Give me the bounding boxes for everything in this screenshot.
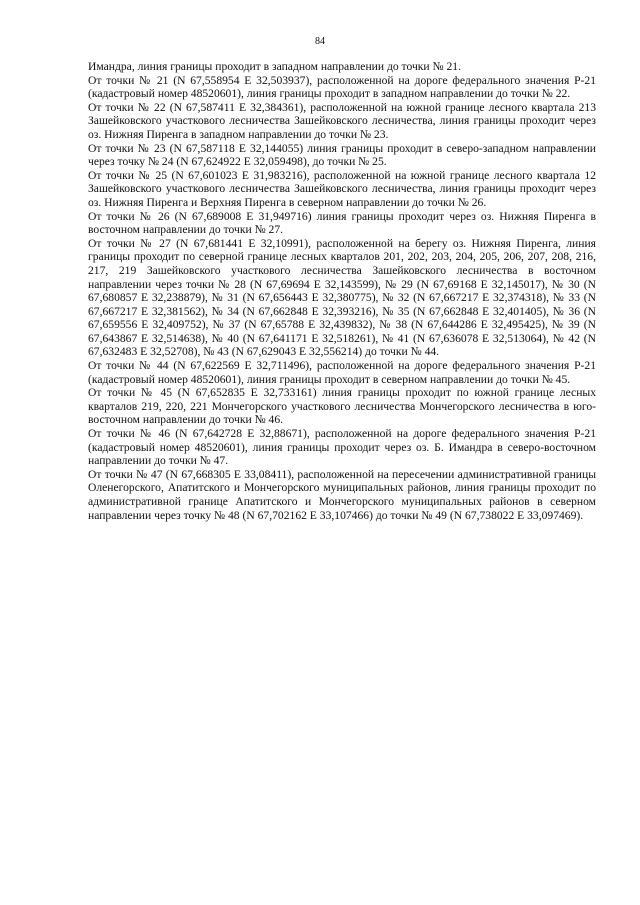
- paragraph-7: От точки № 27 (N 67,681441 E 32,10991), расположенной на берегу оз. Нижняя Пиренга, линия границы проходит по северной границе лесных кварталов 201, 202, 203, 204, 205, 206, 207, 208, 216, 217, 219 Зашейковского участкового лесничества Зашейковского лесничества в восточном направлении через точки № 28 (N 67,69694 E 32,143599), № 29 (N 67,69168 E 32,145017), № 30 (N 67,680857 E 32,238879), № 31 (N 67,656443 E 32,380775), № 32 (N 67,667217 E 32,374318), № 33 (N 67,667217 E 32,381562), № 34 (N 67,662848 E 32,393216), № 35 (N 67,662848 E 32,401405), № 36 (N 67,659556 E 32,409752), № 37 (N 67,65788 E 32,439832), № 38 (N 67,644286 E 32,495425), № 39 (N 67,643867 E 32,514638), № 40 (N 67,641171 E 32,518261), № 41 (N 67,636078 E 32,513064), № 42 (N 67,632483 E 32,52708), № 43 (N 67,629043 E 32,556214) до точки № 44.: [88, 236, 596, 359]
- paragraph-6: От точки № 26 (N 67,689008 E 31,949716) линия границы проходит через оз. Нижняя Пиренга в восточном направлении до точки № 27.: [88, 209, 596, 237]
- paragraph-4: От точки № 23 (N 67,587118 E 32,144055) линия границы проходит в северо-западном направлении через точку № 24 (N 67,624922 E 32,059498), до точки № 25.: [88, 141, 596, 169]
- paragraph-11: От точки № 47 (N 67,668305 E 33,08411), расположенной на пересечении административной границы Оленегорского, Апатитского и Мончегорского муниципальных районов, линия границы проходит по административной границе Апатитского и Мончегорского муниципальных районов в северном направлении через точку № 48 (N 67,702162 E 33,107466) до точки № 49 (N 67,738022 E 33,097469).: [88, 467, 596, 522]
- paragraph-10: От точки № 46 (N 67,642728 E 32,88671), расположенной на дороге федерального значения Р-21 (кадастровый номер 48520601), линия границы проходит через оз. Б. Имандра в северо-восточном направлении до точки № 47.: [88, 427, 596, 468]
- paragraph-5: От точки № 25 (N 67,601023 E 31,983216), расположенной на южной границе лесного квартала 12 Зашейковского участкового лесничества Зашейковского лесничества, линия границы проходит через оз. Нижняя Пиренга и Верхняя Пиренга в северном направлении до точки № 26.: [88, 168, 596, 209]
- page-number: 84: [315, 36, 325, 47]
- document-body: [88, 60, 596, 522]
- paragraph-3: От точки № 22 (N 67,587411 E 32,384361), расположенной на южной границе лесного квартала 213 Зашейковского участкового лесничества Зашейковского лесничества, линия границы проходит через оз. Нижняя Пиренга в западном направлении до точки № 23.: [88, 100, 596, 141]
- paragraph-8: От точки № 44 (N 67,622569 E 32,711496), расположенной на дороге федерального значения Р-21 (кадастровый номер 48520601), линия границы проходит в северном направлении до точки № 45.: [88, 359, 596, 386]
- paragraph-2: От точки № 21 (N 67,558954 E 32,503937), расположенной на дороге федерального значения Р-21 (кадастровый номер 48520601), линия границы проходит в западном направлении до точки № 22.: [88, 73, 596, 101]
- paragraph-1: Имандра, линия границы проходит в западном направлении до точки № 21.: [88, 60, 461, 73]
- paragraph-9: От точки № 45 (N 67,652835 E 32,733161) линия границы проходит по южной границе лесных кварталов 219, 220, 221 Мончегорского участкового лесничества Мончегорского лесничества в юго-восточном направлении до точки № 46.: [88, 386, 596, 427]
